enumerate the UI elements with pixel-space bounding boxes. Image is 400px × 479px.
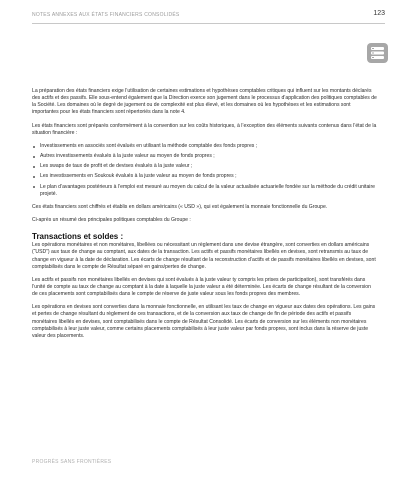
intro-paragraph-1: La préparation des états financiers exige l’utilisation de certaines estimations et hypothèses comptables critiques qui influent sur les montants déclarés des actifs et des passifs. Elle sous-entend également que la Direction exerce son jugement dans le processus d’application des politiques comptables de la Société. Les domaines où le degré de jugement ou de complexité est plus élevé, et les domaines où les hypothèses et les estimations sont importantes pour les états financiers sont répertoriés dans la note 4. [32,88,377,116]
section-heading: Transactions et soldes : [32,232,124,242]
section-paragraph-2: Les actifs et passifs non monétaires libellés en devises qui sont évalués à la juste valeur ty compris les prises de participation), sont transférés dans l’unité de compte au taux de change au comptant à la date à laquelle la juste valeur a été déterminée. Les écarts de change résultant de la conversion de ces placements sont comptabilisés dans le compte de réserve de juste valeur sous les fonds propres des membres. [32,276,371,298]
document-stack-icon [367,43,388,63]
page-number: 123 [373,10,385,17]
intro-paragraph-2: Les états financiers sont préparés conformément à la convention sur les coûts historiques, à l’exception des éléments suivants contenus dans l’état de la situation financière : [32,122,377,136]
list-item: Les investissements en Soukouk évalués à la juste valeur au moyen de fonds propres ; [32,173,377,180]
list-item: Le plan d’avantages postérieurs à l’emploi est mesuré au moyen du calcul de la valeur actualisée actuarielle fondée sur la méthode du crédit unitaire projeté. [32,184,377,198]
list-item: Investissements en associés sont évalués en utilisant la méthode comptable des fonds propres ; [32,143,377,150]
list-item: Les swaps de taux de profit et de devises évalués à la juste valeur ; [32,163,377,170]
footer-tagline: PROGRÈS SANS FRONTIÈRES [32,459,112,465]
running-header-title: NOTES ANNEXES AUX ÉTATS FINANCIERS CONSOLIDÉS [32,12,180,18]
header-divider [32,23,385,24]
main-content [32,88,377,346]
list-item: Autres investissements évalués à la juste valeur au moyen de fonds propres ; [32,153,377,160]
summary-lead-paragraph: Ci-après un résumé des principales politiques comptables du Groupe : [32,217,191,224]
policy-list [32,143,377,198]
section-paragraph-1: Les opérations monétaires et non monétaires, libellées ou nécessitant un règlement dans une devise étrangère, sont converties en dollars américains (“USD”) aux taux de change au comptant, aux dates de la transaction. Les actifs et passifs monétaires libellés en devises, sont retransmis au taux de change en vigueur à la date de déclaration. Les écarts de change résultant de la reconstruction d’actifs et de passifs monétaires libellés en devises, sont comptabilisés dans le compte de Résultat séparé en gains/pertes de change. [32,242,376,270]
currency-paragraph: Ces états financiers sont chiffrés et établis en dollars américains (« USD »), qui est également la monnaie fonctionnelle du Groupe. [32,203,328,210]
section-paragraph-3: Les opérations en devises sont converties dans la monnaie fonctionnelle, en utilisant les taux de change en vigueur aux dates des opérations. Les gains et pertes de change résultant du règlement de ces transactions, et de la conversion aux taux de change de fin de période des actifs et passifs monétaires libellés en devises, sont comptabilisés dans le compte de Résultat Consolidé. Les écarts de conversion sur les éléments non monétaires comptabilisés à leur juste valeur, comme certains placements comptabilisés à leur juste valeur par fonds propres, sont inclus dans la réserve de juste valeur des placements. [32,304,376,339]
